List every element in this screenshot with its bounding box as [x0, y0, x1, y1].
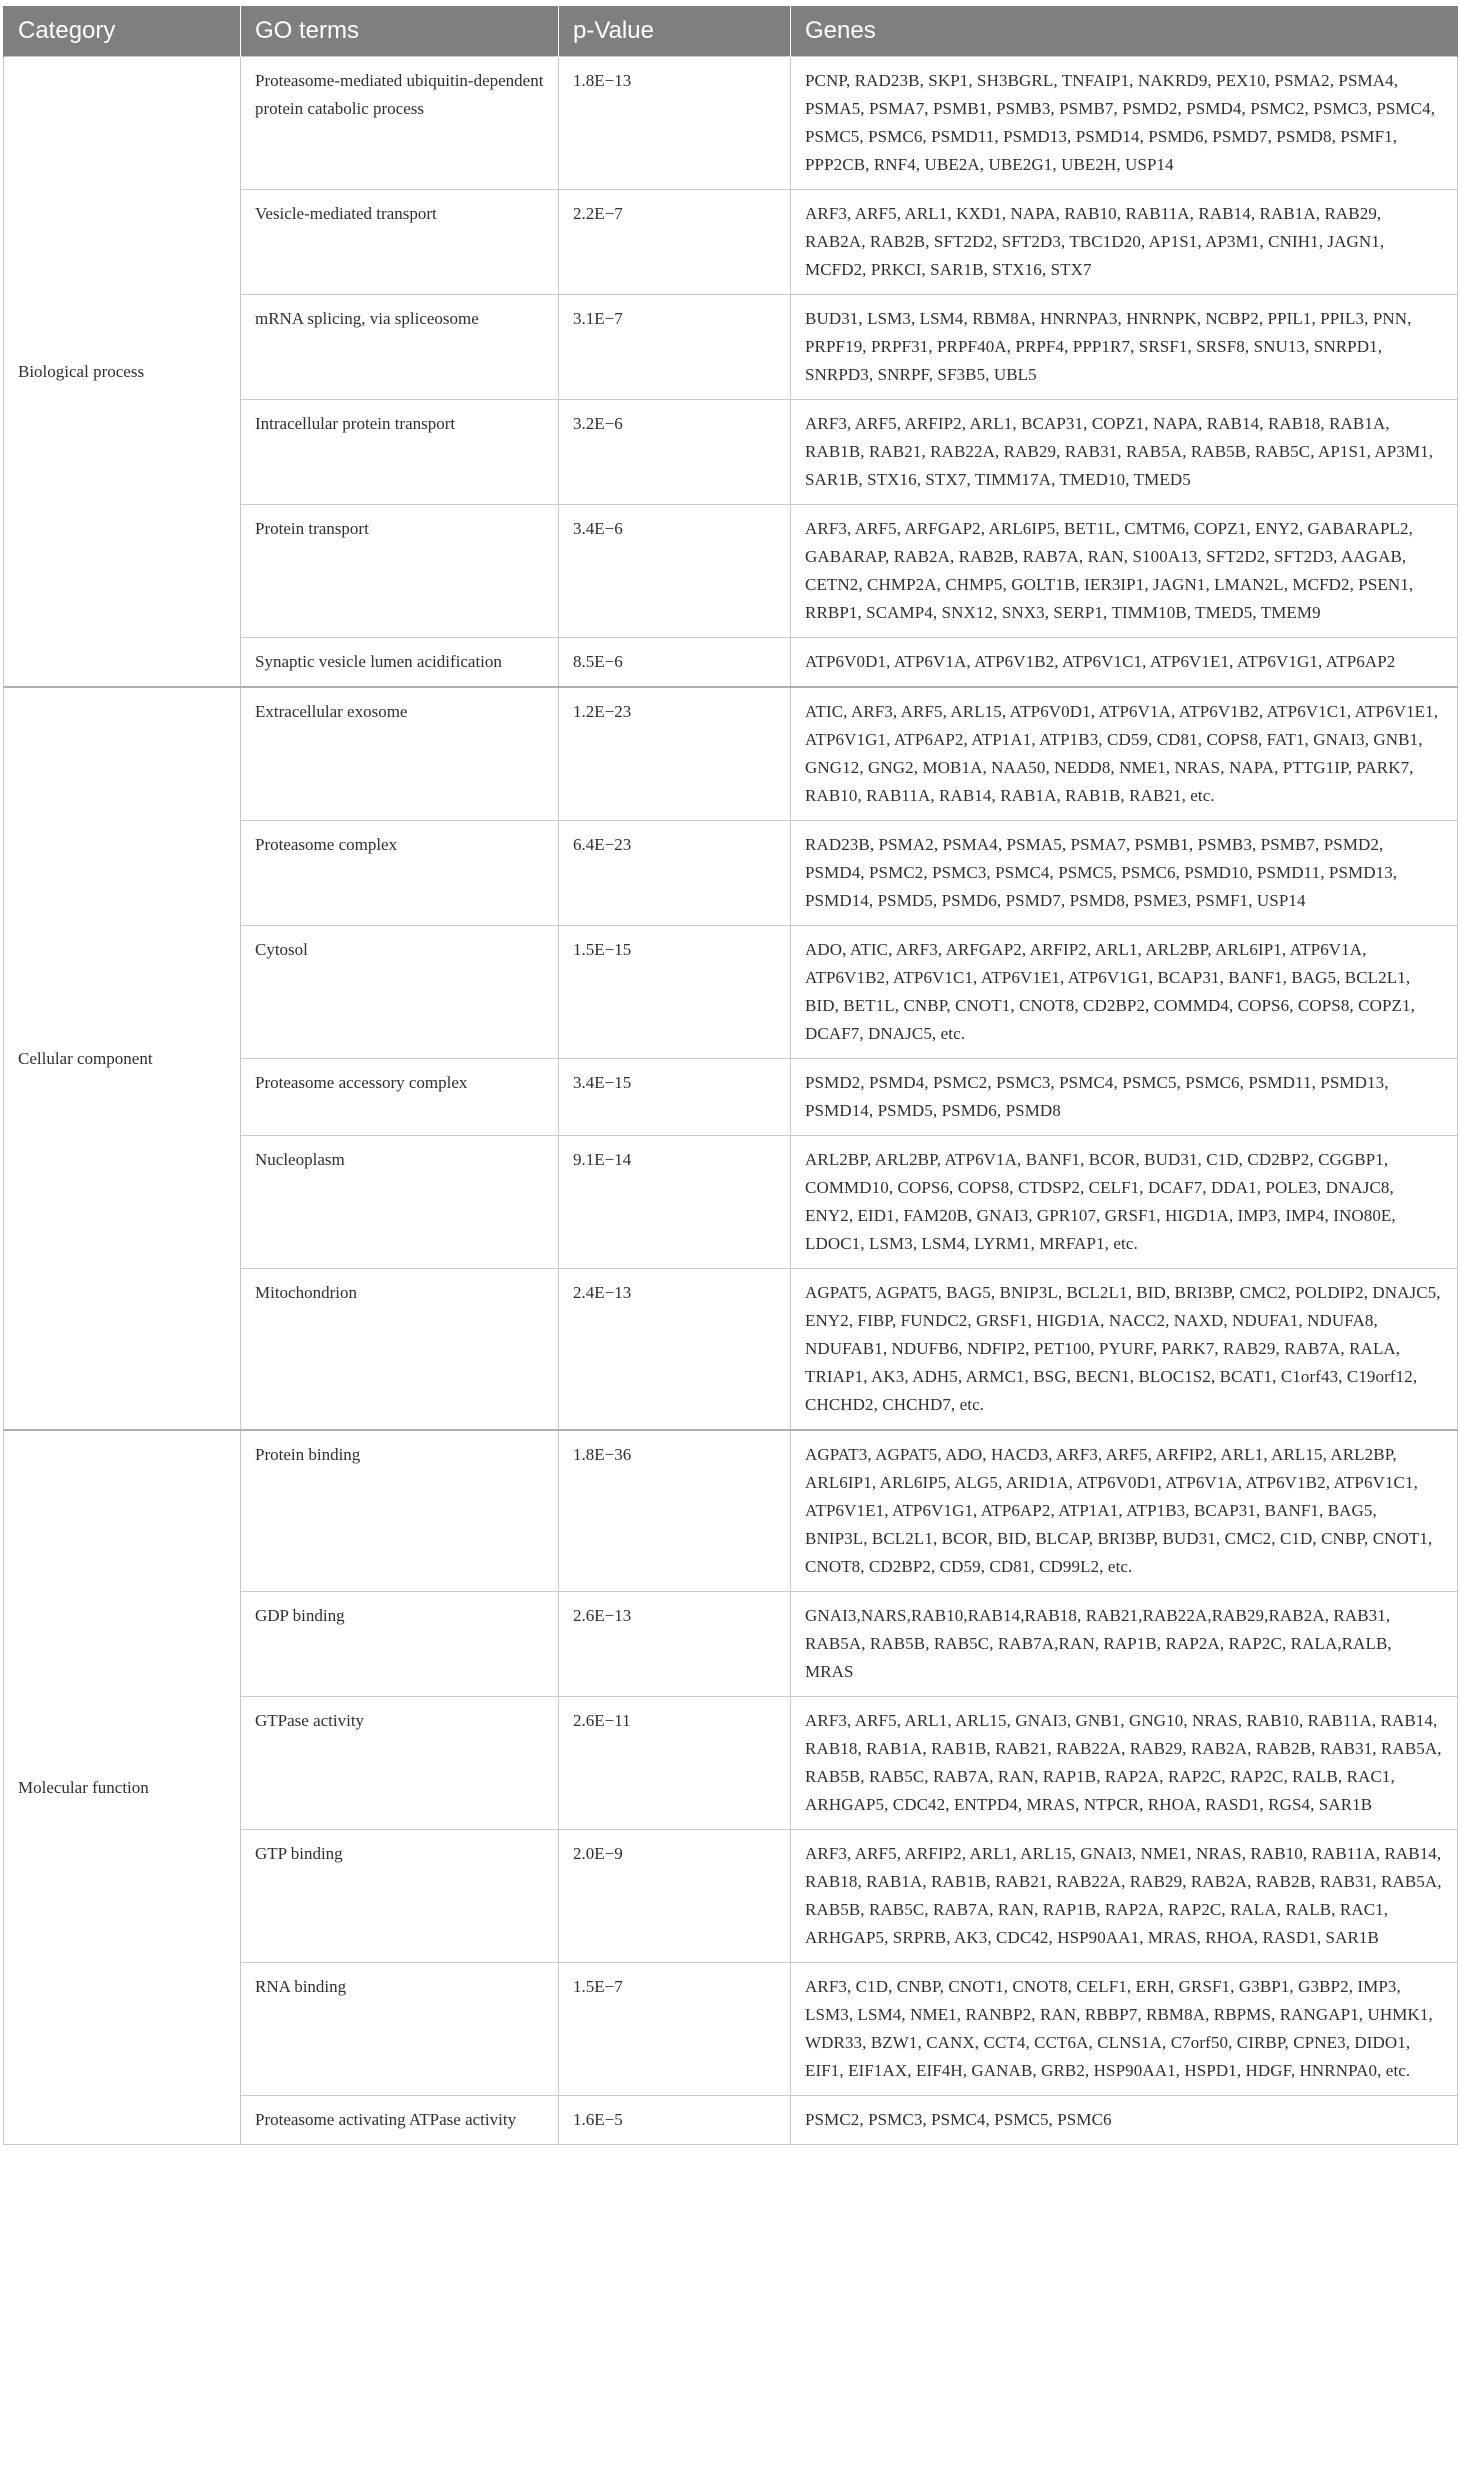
genes-cell: ADO, ATIC, ARF3, ARFGAP2, ARFIP2, ARL1, ARL2BP, ARL6IP1, ATP6V1A, ATP6V1B2, ATP6V1C1, ATP6V1E1, ATP6V1G1, BCAP31, BANF1, BAG5, BCL2L1, BID, BET1L, CNBP, CNOT1, CNOT8, CD2BP2, COMMD4, COPS6, COPS8, COPZ1, DCAF7, DNAJC5, etc. — [791, 926, 1458, 1059]
genes-cell: RAD23B, PSMA2, PSMA4, PSMA5, PSMA7, PSMB1, PSMB3, PSMB7, PSMD2, PSMD4, PSMC2, PSMC3, PSMC4, PSMC5, PSMC6, PSMD10, PSMD11, PSMD13, PSMD14, PSMD5, PSMD6, PSMD7, PSMD8, PSME3, PSMF1, USP14 — [791, 821, 1458, 926]
genes-cell: ARF3, ARF5, ARFIP2, ARL1, ARL15, GNAI3, NME1, NRAS, RAB10, RAB11A, RAB14, RAB18, RAB1A, RAB1B, RAB21, RAB22A, RAB29, RAB2A, RAB2B, RAB31, RAB5A, RAB5B, RAB5C, RAB7A, RAN, RAP1B, RAP2A, RAP2C, RALA, RALB, RAC1, ARHGAP5, SRPRB, AK3, CDC42, HSP90AA1, MRAS, RHOA, RASD1, SAR1B — [791, 1830, 1458, 1963]
genes-cell: ARF3, ARF5, ARL1, KXD1, NAPA, RAB10, RAB11A, RAB14, RAB1A, RAB29, RAB2A, RAB2B, SFT2D2, SFT2D3, TBC1D20, AP1S1, AP3M1, CNIH1, JAGN1, MCFD2, PRKCI, SAR1B, STX16, STX7 — [791, 190, 1458, 295]
p-value-cell: 1.6E−5 — [559, 2096, 791, 2145]
p-value-cell: 6.4E−23 — [559, 821, 791, 926]
genes-cell: AGPAT5, AGPAT5, BAG5, BNIP3L, BCL2L1, BID, BRI3BP, CMC2, POLDIP2, DNAJC5, ENY2, FIBP, FUNDC2, GRSF1, HIGD1A, NACC2, NAXD, NDUFA1, NDUFA8, NDUFAB1, NDUFB6, NDFIP2, PET100, PYURF, PARK7, RAB29, RAB7A, RALA, TRIAP1, AK3, ADH5, ARMC1, BSG, BECN1, BLOC1S2, BCAT1, C1orf43, C19orf12, CHCHD2, CHCHD7, etc. — [791, 1269, 1458, 1431]
genes-cell: ARF3, ARF5, ARFIP2, ARL1, BCAP31, COPZ1, NAPA, RAB14, RAB18, RAB1A, RAB1B, RAB21, RAB22A, RAB29, RAB31, RAB5A, RAB5B, RAB5C, AP1S1, AP3M1, SAR1B, STX16, STX7, TIMM17A, TMED10, TMED5 — [791, 400, 1458, 505]
go-term-cell: RNA binding — [241, 1963, 559, 2096]
p-value-cell: 1.8E−36 — [559, 1430, 791, 1592]
go-term-cell: Protein transport — [241, 505, 559, 638]
p-value-cell: 3.2E−6 — [559, 400, 791, 505]
go-term-cell: Extracellular exosome — [241, 687, 559, 821]
header-row — [4, 6, 1458, 57]
p-value-cell: 3.1E−7 — [559, 295, 791, 400]
p-value-cell: 2.6E−13 — [559, 1592, 791, 1697]
p-value-cell: 2.6E−11 — [559, 1697, 791, 1830]
go-term-cell: Synaptic vesicle lumen acidification — [241, 638, 559, 688]
go-enrichment-table — [3, 6, 1458, 2145]
header-category: Category — [4, 6, 241, 57]
p-value-cell: 1.5E−15 — [559, 926, 791, 1059]
table-row — [4, 57, 1458, 190]
category-cell: Molecular function — [4, 1430, 241, 2145]
header-p-value: p-Value — [559, 6, 791, 57]
go-term-cell: GDP binding — [241, 1592, 559, 1697]
genes-cell: ARF3, C1D, CNBP, CNOT1, CNOT8, CELF1, ERH, GRSF1, G3BP1, G3BP2, IMP3, LSM3, LSM4, NME1, RANBP2, RAN, RBBP7, RBM8A, RBPMS, RANGAP1, UHMK1, WDR33, BZW1, CANX, CCT4, CCT6A, CLNS1A, C7orf50, CIRBP, CPNE3, DIDO1, EIF1, EIF1AX, EIF4H, GANAB, GRB2, HSP90AA1, HSPD1, HDGF, HNRNPA0, etc. — [791, 1963, 1458, 2096]
go-term-cell: Proteasome complex — [241, 821, 559, 926]
p-value-cell: 3.4E−15 — [559, 1059, 791, 1136]
go-term-cell: Mitochondrion — [241, 1269, 559, 1431]
p-value-cell: 8.5E−6 — [559, 638, 791, 688]
genes-cell: BUD31, LSM3, LSM4, RBM8A, HNRNPA3, HNRNPK, NCBP2, PPIL1, PPIL3, PNN, PRPF19, PRPF31, PRPF40A, PRPF4, PPP1R7, SRSF1, SRSF8, SNU13, SNRPD1, SNRPD3, SNRPF, SF3B5, UBL5 — [791, 295, 1458, 400]
genes-cell: ARF3, ARF5, ARL1, ARL15, GNAI3, GNB1, GNG10, NRAS, RAB10, RAB11A, RAB14, RAB18, RAB1A, RAB1B, RAB21, RAB22A, RAB29, RAB2A, RAB2B, RAB31, RAB5A, RAB5B, RAB5C, RAB7A, RAN, RAP1B, RAP2A, RAP2C, RAP2C, RALB, RAC1, ARHGAP5, CDC42, ENTPD4, MRAS, NTPCR, RHOA, RASD1, RGS4, SAR1B — [791, 1697, 1458, 1830]
p-value-cell: 2.4E−13 — [559, 1269, 791, 1431]
go-term-cell: GTP binding — [241, 1830, 559, 1963]
go-term-cell: mRNA splicing, via spliceosome — [241, 295, 559, 400]
p-value-cell: 1.5E−7 — [559, 1963, 791, 2096]
go-term-cell: GTPase activity — [241, 1697, 559, 1830]
go-term-cell: Proteasome accessory complex — [241, 1059, 559, 1136]
category-cell: Biological process — [4, 57, 241, 688]
p-value-cell: 1.2E−23 — [559, 687, 791, 821]
header-genes: Genes — [791, 6, 1458, 57]
genes-cell: PCNP, RAD23B, SKP1, SH3BGRL, TNFAIP1, NAKRD9, PEX10, PSMA2, PSMA4, PSMA5, PSMA7, PSMB1, PSMB3, PSMB7, PSMD2, PSMD4, PSMC2, PSMC3, PSMC4, PSMC5, PSMC6, PSMD11, PSMD13, PSMD14, PSMD6, PSMD7, PSMD8, PSMF1, PPP2CB, RNF4, UBE2A, UBE2G1, UBE2H, USP14 — [791, 57, 1458, 190]
genes-cell: PSMC2, PSMC3, PSMC4, PSMC5, PSMC6 — [791, 2096, 1458, 2145]
go-term-cell: Cytosol — [241, 926, 559, 1059]
go-term-cell: Vesicle-mediated transport — [241, 190, 559, 295]
go-term-cell: Nucleoplasm — [241, 1136, 559, 1269]
go-term-cell: Proteasome-mediated ubiquitin-dependent protein catabolic process — [241, 57, 559, 190]
genes-cell: PSMD2, PSMD4, PSMC2, PSMC3, PSMC4, PSMC5, PSMC6, PSMD11, PSMD13, PSMD14, PSMD5, PSMD6, PSMD8 — [791, 1059, 1458, 1136]
p-value-cell: 1.8E−13 — [559, 57, 791, 190]
genes-cell: ATIC, ARF3, ARF5, ARL15, ATP6V0D1, ATP6V1A, ATP6V1B2, ATP6V1C1, ATP6V1E1, ATP6V1G1, ATP6AP2, ATP1A1, ATP1B3, CD59, CD81, COPS8, FAT1, GNAI3, GNB1, GNG12, GNG2, MOB1A, NAA50, NEDD8, NME1, NRAS, NAPA, PTTG1IP, PARK7, RAB10, RAB11A, RAB14, RAB1A, RAB1B, RAB21, etc. — [791, 687, 1458, 821]
genes-cell: ARF3, ARF5, ARFGAP2, ARL6IP5, BET1L, CMTM6, COPZ1, ENY2, GABARAPL2, GABARAP, RAB2A, RAB2B, RAB7A, RAN, S100A13, SFT2D2, SFT2D3, AAGAB, CETN2, CHMP2A, CHMP5, GOLT1B, IER3IP1, JAGN1, LMAN2L, MCFD2, PSEN1, RRBP1, SCAMP4, SNX12, SNX3, SERP1, TIMM10B, TMED5, TMEM9 — [791, 505, 1458, 638]
p-value-cell: 2.2E−7 — [559, 190, 791, 295]
genes-cell: ATP6V0D1, ATP6V1A, ATP6V1B2, ATP6V1C1, ATP6V1E1, ATP6V1G1, ATP6AP2 — [791, 638, 1458, 688]
genes-cell: GNAI3,NARS,RAB10,RAB14,RAB18, RAB21,RAB22A,RAB29,RAB2A, RAB31, RAB5A, RAB5B, RAB5C, RAB7A,RAN, RAP1B, RAP2A, RAP2C, RALA,RALB, MRAS — [791, 1592, 1458, 1697]
category-cell: Cellular component — [4, 687, 241, 1430]
genes-cell: AGPAT3, AGPAT5, ADO, HACD3, ARF3, ARF5, ARFIP2, ARL1, ARL15, ARL2BP, ARL6IP1, ARL6IP5, ALG5, ARID1A, ATP6V0D1, ATP6V1A, ATP6V1B2, ATP6V1C1, ATP6V1E1, ATP6V1G1, ATP6AP2, ATP1A1, ATP1B3, BCAP31, BANF1, BAG5, BNIP3L, BCL2L1, BCOR, BID, BLCAP, BRI3BP, BUD31, CMC2, C1D, CNBP, CNOT1, CNOT8, CD2BP2, CD59, CD81, CD99L2, etc. — [791, 1430, 1458, 1592]
genes-cell: ARL2BP, ARL2BP, ATP6V1A, BANF1, BCOR, BUD31, C1D, CD2BP2, CGGBP1, COMMD10, COPS6, COPS8, CTDSP2, CELF1, DCAF7, DDA1, POLE3, DNAJC8, ENY2, EID1, FAM20B, GNAI3, GPR107, GRSF1, HIGD1A, IMP3, IMP4, INO80E, LDOC1, LSM3, LSM4, LYRM1, MRFAP1, etc. — [791, 1136, 1458, 1269]
go-term-cell: Protein binding — [241, 1430, 559, 1592]
header-go-terms: GO terms — [241, 6, 559, 57]
table-header — [4, 6, 1458, 57]
go-term-cell: Proteasome activating ATPase activity — [241, 2096, 559, 2145]
table-row — [4, 1430, 1458, 1592]
table-row — [4, 687, 1458, 821]
p-value-cell: 3.4E−6 — [559, 505, 791, 638]
p-value-cell: 9.1E−14 — [559, 1136, 791, 1269]
p-value-cell: 2.0E−9 — [559, 1830, 791, 1963]
go-term-cell: Intracellular protein transport — [241, 400, 559, 505]
table-body — [4, 57, 1458, 2145]
